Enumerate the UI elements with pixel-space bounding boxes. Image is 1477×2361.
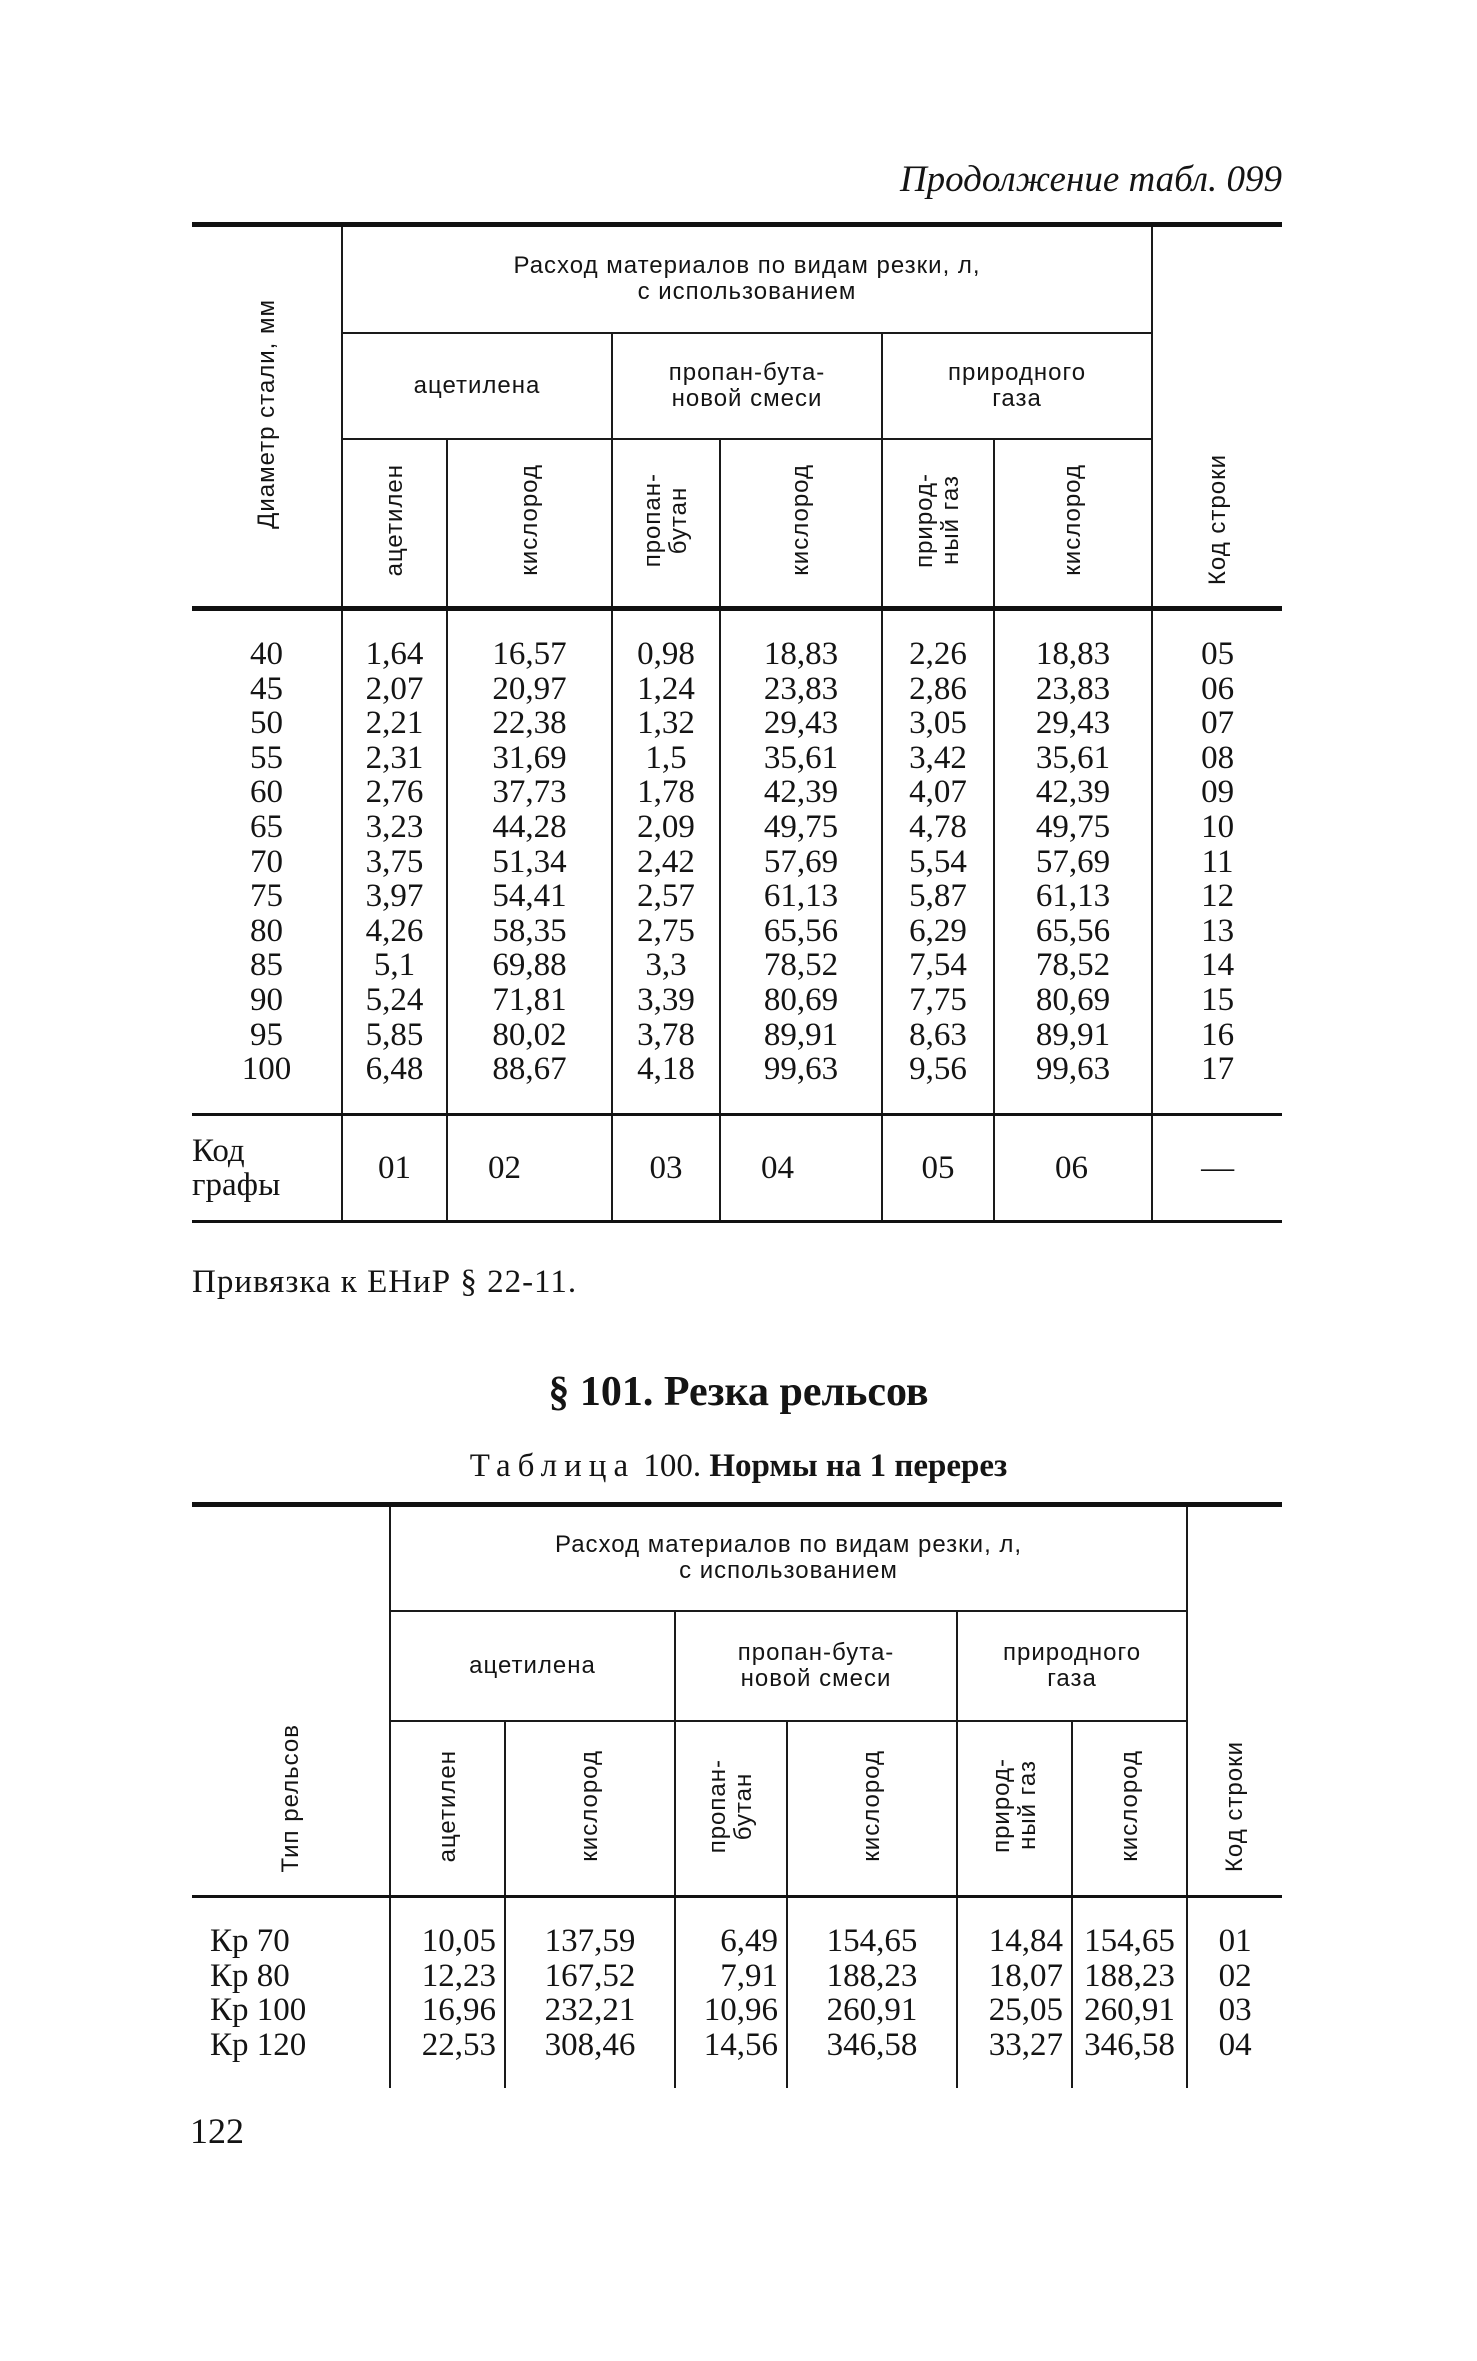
- acetylene-group-header-100: ацетилена: [390, 1611, 675, 1721]
- natgas-value: 9,56: [909, 1051, 967, 1088]
- table-100: [192, 1502, 1282, 2088]
- diameter-value: 65: [250, 808, 283, 845]
- rail-type-value: Кр 80: [210, 1957, 290, 1994]
- col-natgas: [882, 609, 994, 1115]
- oxygen1-value: 22,38: [492, 705, 567, 742]
- sub-acetylene-header-100: [390, 1721, 505, 1897]
- rowcode-value: 16: [1201, 1016, 1235, 1053]
- oxygen1-value: 20,97: [492, 670, 567, 707]
- oxygen3-100-value: 260,91: [1084, 1992, 1175, 2029]
- sub-natgas-header: [882, 439, 994, 609]
- acetylene-value: 3,75: [365, 843, 424, 880]
- oxygen2-100-value: 154,65: [826, 1923, 918, 1959]
- col-oxygen2-100: [787, 1897, 957, 2089]
- propane-value: 1,24: [637, 670, 695, 707]
- rowcode-100-value: 03: [1218, 1992, 1252, 2029]
- propane-value: 4,18: [637, 1051, 695, 1088]
- oxygen3-value: 89,91: [1035, 1016, 1111, 1053]
- expense-header-line2: с использованием: [637, 278, 857, 306]
- acetylene-value: 3,97: [365, 878, 424, 915]
- propane-value: 2,09: [637, 808, 695, 845]
- natgas-value: 7,54: [909, 947, 967, 984]
- sub-propane-100-line2: бутан: [730, 1771, 757, 1840]
- propane-value: 1,78: [637, 774, 695, 811]
- natgas-value: 2,86: [909, 670, 967, 707]
- diameter-value: 60: [250, 774, 283, 811]
- natgas-100-value: 33,27: [988, 2026, 1063, 2063]
- column-codes-label-line2: графы: [192, 1166, 281, 1203]
- sub-oxygen2-header-100: [787, 1721, 957, 1897]
- oxygen3-value: 35,61: [1035, 739, 1111, 776]
- oxygen3-value: 29,43: [1035, 705, 1111, 742]
- oxygen3-value: 23,83: [1035, 670, 1111, 707]
- rail-type-value: Кр 120: [210, 2026, 307, 2063]
- diameter-value: 40: [250, 636, 283, 672]
- table-100-data-row: [192, 1897, 1282, 2089]
- oxygen3-100-value: 346,58: [1084, 2026, 1175, 2063]
- acetylene-value: 2,76: [365, 774, 424, 811]
- oxygen1-value: 16,57: [492, 636, 567, 672]
- natgas-group-100-line2: газа: [1047, 1664, 1097, 1692]
- oxygen3-100-value: 154,65: [1084, 1923, 1175, 1959]
- col-diameter: [192, 609, 342, 1115]
- propane-value: 3,78: [637, 1016, 695, 1053]
- rowcode-value: 14: [1201, 947, 1235, 984]
- rowcode-header: Код строки: [1203, 453, 1231, 585]
- sub-oxygen1-text: кислород: [515, 464, 543, 577]
- anchor-note: Привязка к ЕНиР § 22-11.: [192, 1264, 578, 1300]
- propane-group-header: [612, 333, 882, 439]
- rowcode-value: 10: [1201, 808, 1235, 845]
- diameter-header-cell: [192, 225, 342, 609]
- rowcode-value: 08: [1201, 739, 1235, 776]
- oxygen1-value: 80,02: [492, 1016, 567, 1053]
- sub-oxygen2-text: кислород: [787, 464, 814, 577]
- oxygen1-value: 88,67: [492, 1051, 567, 1088]
- natgas-group-line1: природного: [947, 358, 1087, 386]
- column-code: 06: [994, 1114, 1152, 1221]
- sub-propane-text: [640, 473, 692, 567]
- propane-100-value: 14,56: [703, 2026, 778, 2063]
- sub-oxygen3-100-text: кислород: [1115, 1749, 1143, 1862]
- column-code: 03: [612, 1114, 720, 1221]
- column-codes-row: [192, 1114, 1282, 1221]
- natgas-value: 3,05: [909, 705, 967, 742]
- oxygen1-value: 71,81: [492, 981, 567, 1018]
- sub-propane-100-text: [705, 1759, 757, 1853]
- natgas-100-value: 18,07: [988, 1957, 1063, 1994]
- oxygen1-value: 69,88: [492, 947, 567, 984]
- acetylene-100-value: 10,05: [421, 1923, 496, 1959]
- diameter-value: 80: [250, 912, 283, 949]
- natgas-value: 5,87: [909, 878, 967, 915]
- col-natgas-100: [957, 1897, 1072, 2089]
- rowcode-value: 12: [1201, 878, 1235, 915]
- oxygen3-value: 65,56: [1035, 912, 1111, 949]
- diameter-value: 100: [241, 1051, 292, 1088]
- propane-value: 3,39: [637, 981, 695, 1018]
- diameter-value: 45: [250, 670, 283, 707]
- col-propane: [612, 609, 720, 1115]
- natgas-group-100-line1: природного: [1002, 1638, 1142, 1666]
- propane-value: 2,57: [637, 878, 695, 915]
- oxygen2-value: 89,91: [763, 1016, 839, 1053]
- sub-propane-header-100: [675, 1721, 787, 1897]
- column-codes-label-line1: Код: [192, 1132, 245, 1169]
- natgas-value: 2,26: [909, 636, 967, 672]
- sub-natgas-100-line2: ный газ: [1013, 1760, 1041, 1851]
- sub-propane-100-line1: пропан-: [704, 1758, 731, 1853]
- rail-type-value: Кр 70: [210, 1923, 290, 1959]
- sub-acetylene-text: ацетилен: [380, 464, 408, 577]
- acetylene-value: 6,48: [365, 1051, 424, 1088]
- col-oxygen3-100: [1072, 1897, 1187, 2089]
- acetylene-value: 4,26: [365, 912, 424, 949]
- propane-value: 3,3: [645, 947, 687, 984]
- acetylene-value: 2,21: [365, 705, 424, 742]
- col-acetylene: [342, 609, 447, 1115]
- oxygen2-value: 29,43: [763, 705, 839, 742]
- sub-oxygen2-header: [720, 439, 882, 609]
- column-code: 01: [342, 1114, 447, 1221]
- oxygen2-value: 23,83: [763, 670, 839, 707]
- expense-header: [342, 225, 1152, 333]
- caption-prefix: Таблица: [469, 1448, 636, 1484]
- diameter-value: 50: [250, 705, 283, 742]
- oxygen2-value: 49,75: [763, 808, 839, 845]
- rail-type-header: Тип рельсов: [276, 1723, 304, 1872]
- propane-value: 1,32: [637, 705, 695, 742]
- sub-acetylene-header: [342, 439, 447, 609]
- oxygen1-100-value: 232,21: [544, 1992, 636, 2029]
- acetylene-100-value: 12,23: [421, 1957, 496, 1994]
- acetylene-value: 2,07: [365, 670, 424, 707]
- natgas-value: 6,29: [909, 912, 967, 949]
- rowcode-value: 06: [1201, 670, 1235, 707]
- acetylene-value: 5,85: [365, 1016, 424, 1053]
- page-number: 122: [190, 2111, 244, 2151]
- acetylene-value: 3,23: [365, 808, 424, 845]
- diameter-value: 95: [250, 1016, 283, 1053]
- acetylene-100-value: 16,96: [421, 1992, 496, 2029]
- acetylene-100-value: 22,53: [421, 2026, 496, 2063]
- rowcode-header-100: Код строки: [1221, 1740, 1249, 1872]
- rowcode-100-value: 01: [1218, 1923, 1252, 1959]
- natgas-value: 4,78: [909, 808, 967, 845]
- oxygen3-100-value: 188,23: [1084, 1957, 1175, 1994]
- oxygen2-100-value: 188,23: [826, 1957, 918, 1994]
- propane-value: 2,75: [637, 912, 695, 949]
- natgas-value: 7,75: [909, 981, 967, 1018]
- oxygen3-value: 42,39: [1035, 774, 1111, 811]
- sub-natgas-100-text: [989, 1758, 1041, 1853]
- col-oxygen1-100: [505, 1897, 675, 2089]
- rowcode-100-value: 04: [1218, 2026, 1252, 2063]
- propane-value: 2,42: [637, 843, 695, 880]
- sub-acetylene-100-text: ацетилен: [433, 1749, 461, 1862]
- sub-oxygen1-100-text: кислород: [576, 1749, 603, 1862]
- continuation-title: Продолжение табл. 099: [899, 159, 1282, 200]
- natgas-value: 4,07: [909, 774, 967, 811]
- oxygen2-value: 35,61: [763, 739, 839, 776]
- rowcode-value: 09: [1201, 774, 1235, 811]
- rail-type-value: Кр 100: [210, 1992, 307, 2029]
- sub-natgas-100-line1: природ-: [987, 1758, 1015, 1854]
- oxygen3-value: 99,63: [1035, 1051, 1111, 1088]
- column-code: —: [1152, 1114, 1282, 1221]
- sub-oxygen3-header: [994, 439, 1152, 609]
- propane-group-line1: пропан-бута-: [668, 358, 826, 386]
- acetylene-group-header: ацетилена: [342, 333, 612, 439]
- oxygen1-100-value: 308,46: [544, 2026, 636, 2063]
- natgas-value: 3,42: [909, 739, 967, 776]
- propane-group-100-line1: пропан-бута-: [737, 1638, 895, 1666]
- oxygen2-value: 80,69: [763, 981, 839, 1018]
- col-rowcode-100: [1187, 1897, 1282, 2089]
- oxygen2-100-value: 260,91: [826, 1992, 918, 2029]
- rowcode-value: 05: [1201, 636, 1235, 672]
- diameter-value: 70: [250, 843, 283, 880]
- sub-natgas-line2: ный газ: [937, 475, 964, 566]
- sub-oxygen3-header-100: [1072, 1721, 1187, 1897]
- rowcode-100-value: 02: [1218, 1957, 1252, 1994]
- diameter-header: Диаметр стали, мм: [252, 299, 280, 529]
- expense-header-100-line2: с использованием: [679, 1557, 898, 1585]
- oxygen3-value: 80,69: [1035, 981, 1111, 1018]
- col-propane-100: [675, 1897, 787, 2089]
- natgas-value: 8,63: [909, 1016, 967, 1053]
- column-code: 02: [447, 1114, 612, 1221]
- oxygen1-100-value: 167,52: [544, 1957, 636, 1994]
- expense-header-100: [390, 1505, 1187, 1611]
- oxygen1-value: 31,69: [492, 739, 567, 776]
- propane-group-line2: новой смеси: [671, 384, 823, 412]
- rowcode-value: 11: [1201, 843, 1234, 880]
- oxygen2-value: 42,39: [763, 774, 839, 811]
- propane-group-header-100: [675, 1611, 957, 1721]
- expense-header-100-line1: Расход материалов по видам резки, л,: [554, 1531, 1023, 1559]
- oxygen3-value: 18,83: [1035, 636, 1111, 672]
- oxygen2-value: 61,13: [763, 878, 839, 915]
- col-oxygen2: [720, 609, 882, 1115]
- rowcode-value: 17: [1201, 1051, 1235, 1088]
- oxygen3-value: 49,75: [1035, 808, 1111, 845]
- natgas-100-value: 25,05: [988, 1992, 1063, 2029]
- sub-natgas-text: [912, 473, 964, 568]
- sub-propane-line1: пропан-: [639, 473, 666, 568]
- col-rail-type: [192, 1897, 390, 2089]
- acetylene-value: 1,64: [365, 636, 424, 672]
- caption-title: Нормы на 1 перерез: [709, 1448, 1008, 1484]
- expense-header-line1: Расход материалов по видам резки, л,: [513, 252, 981, 280]
- sub-oxygen1-header-100: [505, 1721, 675, 1897]
- oxygen3-value: 57,69: [1035, 843, 1111, 880]
- natgas-group-line2: газа: [992, 384, 1042, 412]
- oxygen3-value: 61,13: [1035, 878, 1111, 915]
- col-rowcode: [1152, 609, 1282, 1115]
- natgas-group-header-100: [957, 1611, 1187, 1721]
- acetylene-value: 5,24: [365, 981, 424, 1018]
- oxygen2-value: 65,56: [763, 912, 839, 949]
- rail-type-header-cell: [192, 1505, 390, 1897]
- diameter-value: 75: [250, 878, 283, 915]
- sub-natgas-line1: природ-: [911, 472, 938, 568]
- column-code: 04: [720, 1114, 882, 1221]
- oxygen1-value: 58,35: [492, 912, 567, 949]
- oxygen1-value: 44,28: [492, 808, 567, 845]
- propane-100-value: 6,49: [720, 1923, 778, 1959]
- sub-propane-header: [612, 439, 720, 609]
- col-oxygen3: [994, 609, 1152, 1115]
- acetylene-value: 2,31: [365, 739, 424, 776]
- natgas-value: 5,54: [909, 843, 967, 880]
- caption-number: 100.: [643, 1448, 702, 1484]
- sub-oxygen2-100-text: кислород: [858, 1749, 885, 1862]
- column-codes-label: [192, 1114, 342, 1221]
- rowcode-header-100-cell: [1187, 1505, 1282, 1897]
- oxygen1-value: 37,73: [492, 774, 567, 811]
- section-title: § 101. Резка рельсов: [548, 1369, 929, 1415]
- propane-100-value: 7,91: [720, 1957, 778, 1994]
- propane-group-100-line2: новой смеси: [740, 1664, 892, 1692]
- oxygen2-value: 18,83: [763, 636, 839, 672]
- sub-oxygen3-text: кислород: [1059, 464, 1087, 577]
- table-100-caption: [0, 1448, 1477, 1485]
- sub-oxygen1-header: [447, 439, 612, 609]
- col-oxygen1: [447, 609, 612, 1115]
- rowcode-value: 13: [1201, 912, 1235, 949]
- col-acetylene-100: [390, 1897, 505, 2089]
- table-099: [192, 222, 1282, 1223]
- propane-100-value: 10,96: [703, 1992, 778, 2029]
- oxygen2-100-value: 346,58: [826, 2026, 918, 2063]
- natgas-100-value: 14,84: [988, 1923, 1063, 1959]
- rowcode-value: 07: [1201, 705, 1235, 742]
- acetylene-value: 5,1: [373, 947, 416, 984]
- sub-natgas-header-100: [957, 1721, 1072, 1897]
- oxygen1-value: 51,34: [492, 843, 567, 880]
- diameter-value: 55: [250, 739, 283, 776]
- diameter-value: 90: [250, 981, 283, 1018]
- oxygen1-value: 54,41: [492, 878, 567, 915]
- diameter-value: 85: [250, 947, 283, 984]
- propane-value: 1,5: [645, 739, 687, 776]
- oxygen2-value: 57,69: [763, 843, 839, 880]
- sub-propane-line2: бутан: [665, 486, 692, 555]
- oxygen2-value: 78,52: [763, 947, 839, 984]
- oxygen3-value: 78,52: [1035, 947, 1111, 984]
- rowcode-header-cell: [1152, 225, 1282, 609]
- oxygen2-value: 99,63: [763, 1051, 839, 1088]
- rowcode-value: 15: [1201, 981, 1235, 1018]
- column-code: 05: [882, 1114, 994, 1221]
- table-099-data-row: [192, 609, 1282, 1115]
- propane-value: 0,98: [637, 636, 695, 672]
- oxygen1-100-value: 137,59: [544, 1923, 636, 1959]
- natgas-group-header: [882, 333, 1152, 439]
